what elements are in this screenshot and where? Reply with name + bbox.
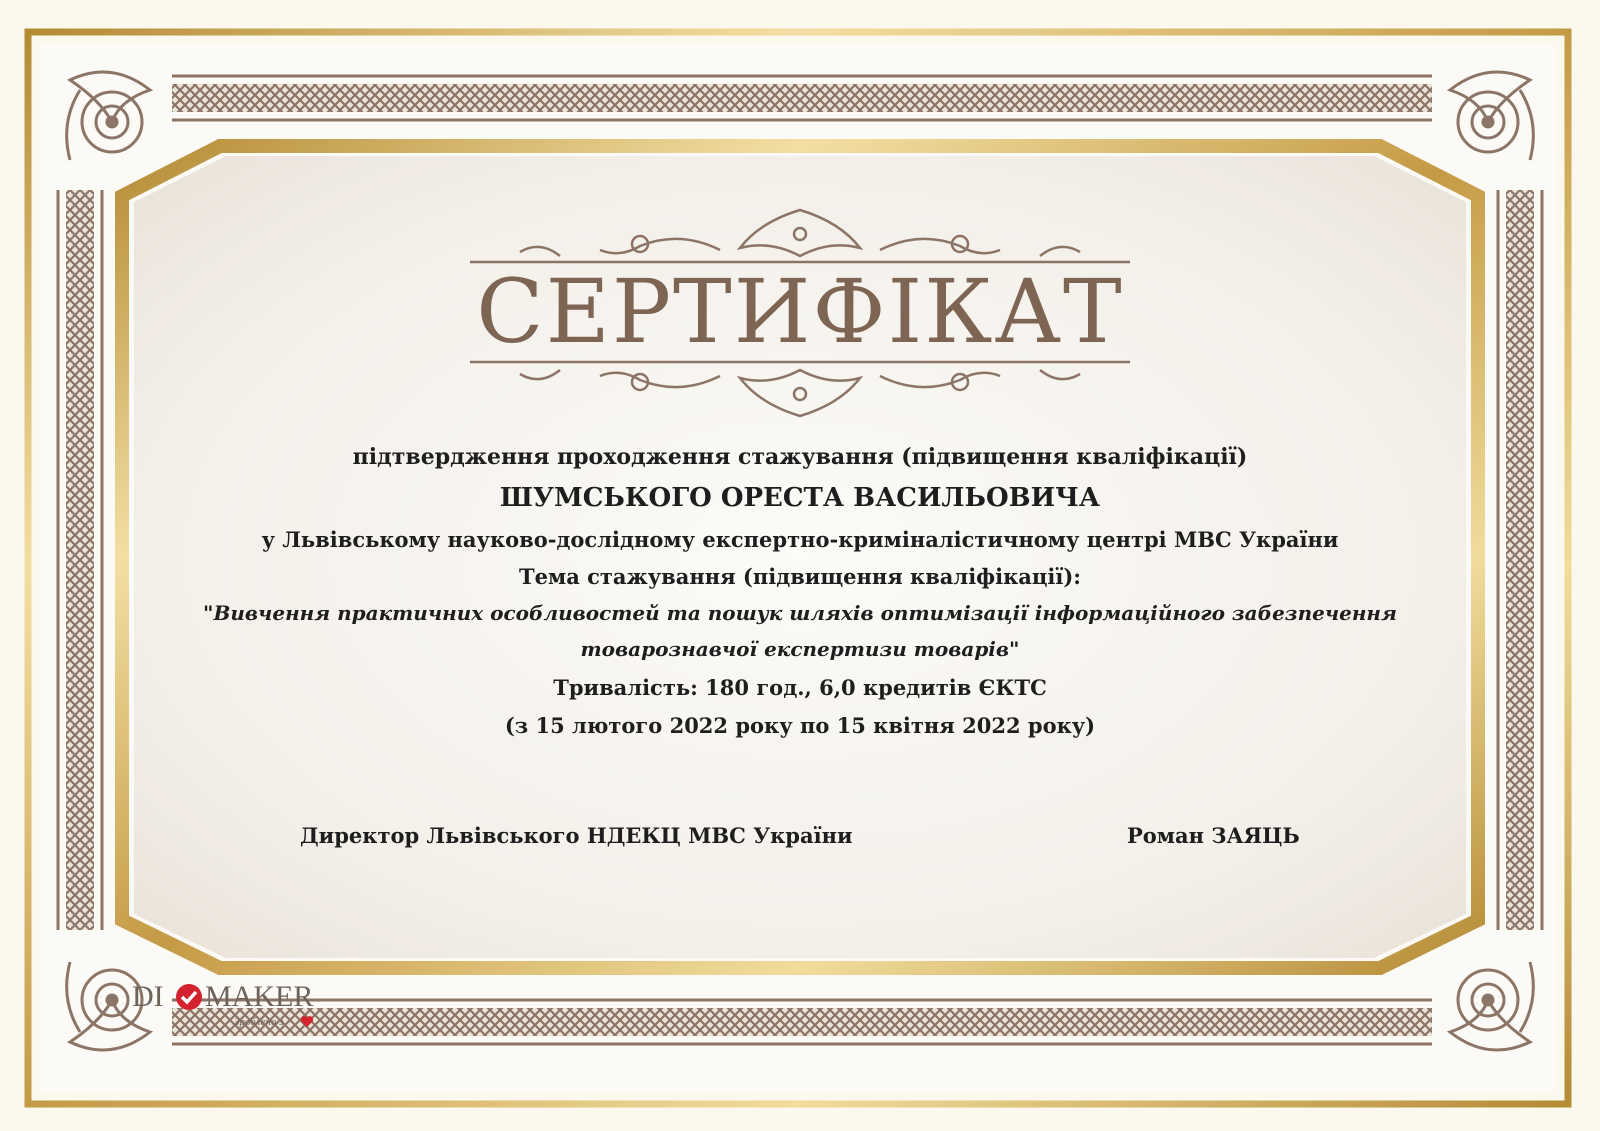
duration-line: Тривалість: 180 год., 6,0 кредитів ЄКТС [553,675,1047,700]
topic-label: Тема стажування (підвищення кваліфікації): [518,564,1082,589]
topic-line-1: "Вивчення практичних особливостей та пошук шляхів оптимізації інформаційного забезпечення [203,601,1397,625]
topic-line-2: товарознавчої експертизи товарів" [580,637,1020,661]
signatory-name: Роман ЗАЯЦЬ [1127,823,1300,848]
certificate-title: СЕРТИФІКАТ [476,260,1124,363]
logo-text-left: DI [132,980,164,1013]
institution-line: у Львівському науково-дослідному експертно-криміналістичному центрі МВС України [261,527,1339,552]
dimaker-logo [132,980,332,1030]
period-line: (з 15 лютого 2022 року по 15 квітня 2022 року) [504,713,1096,738]
heart-icon [300,1015,314,1028]
logo-tagline: Зроблено з [234,1016,284,1028]
check-badge-icon [175,983,203,1011]
logo-text-right: MAKER [205,980,314,1013]
recipient-name: ШУМСЬКОГО ОРЕСТА ВАСИЛЬОВИЧА [499,483,1101,513]
signatory-position: Директор Львівського НДЕКЦ МВС України [300,823,853,848]
certificate-subtitle: підтвердження проходження стажування (підвищення кваліфікації) [352,444,1248,470]
